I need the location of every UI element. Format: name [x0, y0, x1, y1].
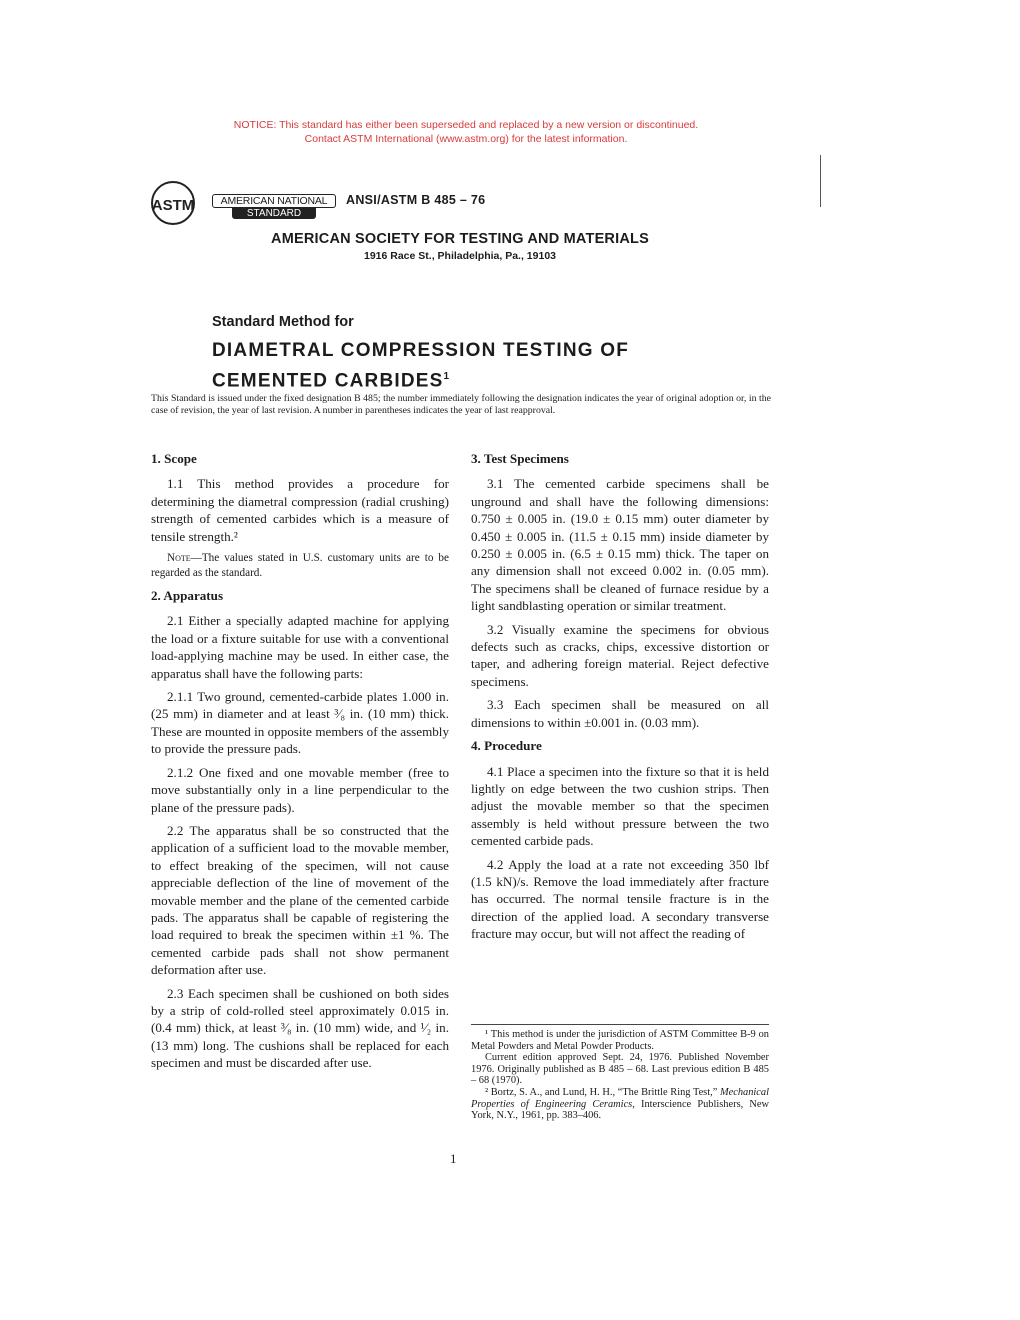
- american-national-standard-badge: [212, 194, 336, 219]
- section-heading-procedure: 4. Procedure: [471, 738, 542, 754]
- paragraph-2-1-2: 2.1.2 One fixed and one movable member (free to move substantially only in a line perpendicular to the plane of the pressure pads).: [151, 764, 449, 815]
- supersession-notice: [180, 118, 752, 146]
- notice-line-1: NOTICE: This standard has either been superseded and replaced by a new version or discontinued.: [233, 119, 699, 131]
- society-address: 1916 Race St., Philadelphia, Pa., 19103: [363, 250, 557, 262]
- paragraph-2-1: 2.1 Either a specially adapted machine for applying the load or a fixture suitable for use with a conventional load-applying machine may be used. In either case, the apparatus shall have the following parts:: [151, 613, 449, 681]
- title-line-2: [212, 364, 752, 394]
- section-heading-scope: 1. Scope: [151, 451, 197, 466]
- paragraph-4-1: 4.1 Place a specimen into the fixture so that it is held lightly on edge between the two cushion strips. Then adjust the movable member so that the specimen assembly is held without pressure between the two cemented carbide pads.: [471, 763, 769, 849]
- section-heading-apparatus: 2. Apparatus: [151, 588, 224, 604]
- method-label: Standard Method for: [212, 314, 354, 330]
- title-line-2-text: CEMENTED CARBIDES: [212, 370, 444, 392]
- svg-text:ASTM: ASTM: [151, 197, 195, 214]
- paragraph-3-3: 3.3 Each specimen shall be measured on all dimensions to within ±0.001 in. (0.03 mm).: [471, 697, 769, 730]
- document-title: [212, 338, 752, 394]
- society-name: AMERICAN SOCIETY FOR TESTING AND MATERIALS: [271, 231, 649, 247]
- astm-logo-icon: [150, 180, 196, 226]
- title-line-1: DIAMETRAL COMPRESSION TESTING OF: [212, 340, 630, 361]
- badge-line-1: AMERICAN NATIONAL: [212, 194, 336, 208]
- footnote-2-authors: ² Bortz, S. A., and Lund, H. H., “The Brittle Ring Test,”: [485, 1086, 720, 1098]
- footnote-1: ¹ This method is under the jurisdiction of ASTM Committee B-9 on Metal Powders and Metal Powder Products.: [471, 1029, 769, 1052]
- section-heading-test-specimens: 3. Test Specimens: [471, 451, 569, 466]
- units-note: [151, 551, 449, 581]
- paragraph-1-1: 1.1 This method provides a procedure for determining the diametral compression (radial crushing) strength of cemented carbides which is a measure of tensile strength.²: [151, 476, 449, 544]
- footnotes: [471, 1024, 769, 1122]
- paragraph-3-1: 3.1 The cemented carbide specimens shall be unground and shall have the following dimensions: 0.750 ± 0.005 in. (19.0 ± 0.15 mm) outer diameter by 0.450 ± 0.005 in. (11.5 ± 0.15 mm) inside diameter by 0.250 ± 0.005 in. (6.5 ± 0.15 mm) thick. The taper on any dimension shall not exceed 0.002 in. (0.05 mm). The specimens shall be cleaned of furnace residue by a light sandblasting operation or similar treatment.: [471, 476, 769, 614]
- note-text: —The values stated in U.S. customary units are to be regarded as the standard.: [151, 552, 449, 580]
- footnote-2: [471, 1087, 769, 1122]
- footnote-2-reference: Mechanical Properties of Engineering Ceramics,: [471, 1086, 769, 1110]
- title-footnote-mark: 1: [443, 371, 450, 382]
- preamble: This Standard is issued under the fixed designation B 485; the number immediately following the designation indicates the year of original adoption or, in the case of revision, the year of last revision. A number in parentheses indicates the year of last reapproval.: [151, 393, 771, 416]
- paragraph-2-2: 2.2 The apparatus shall be so constructed that the application of a sufficient load to the movable member, to effect breaking of the specimen, will not cause appreciable deflection of the line of movement of the movable member and the plane of the cemented carbide pads. The apparatus shall be capable of registering the load required to break the specimen within ±1 %. The cemented carbide pads shall not show permanent deformation after use.: [151, 822, 449, 978]
- paragraph-4-2: 4.2 Apply the load at a rate not exceeding 350 lbf (1.5 kN)/s. Remove the load immediately after fracture has occurred. The normal tensile fracture is in the direction of the applied load. A secondary transverse fracture may occur, but will not affect the reading of: [471, 856, 769, 942]
- page-number: 1: [450, 1151, 457, 1166]
- standard-designation: ANSI/ASTM B 485 – 76: [346, 193, 486, 207]
- right-column: [471, 450, 769, 949]
- paragraph-3-2: 3.2 Visually examine the specimens for obvious defects such as cracks, chips, excessive distortion or taper, and adhering foreign material. Reject defective specimens.: [471, 621, 769, 689]
- paragraph-2-3: 2.3 Each specimen shall be cushioned on both sides by a strip of cold-rolled steel approximately 0.015 in. (0.4 mm) thick, at least ³⁄₈ in. (10 mm) wide, and ¹⁄₂ in. (13 mm) long. The cushions shall be replaced for each specimen and must be discarded after use.: [151, 985, 449, 1071]
- paragraph-2-1-1: 2.1.1 Two ground, cemented-carbide plates 1.000 in. (25 mm) in diameter and at least ³⁄₈ in. (10 mm) thick. These are mounted in opposite members of the assembly to provide the pressure pads.: [151, 689, 449, 757]
- notice-line-2: Contact ASTM International (www.astm.org) for the latest information.: [304, 133, 628, 145]
- badge-line-2: STANDARD: [232, 208, 316, 219]
- scan-edge-mark: [820, 155, 821, 207]
- note-label: Note: [167, 552, 191, 565]
- footnote-1-edition: Current edition approved Sept. 24, 1976. Published November 1976. Originally published as B 485 – 68. Last previous edition B 485 – 68 (1970).: [471, 1052, 769, 1087]
- footnote-2-publisher: Interscience Publishers, New York, N.Y., 1961, pp. 383–406.: [471, 1098, 769, 1122]
- left-column: [151, 450, 449, 1078]
